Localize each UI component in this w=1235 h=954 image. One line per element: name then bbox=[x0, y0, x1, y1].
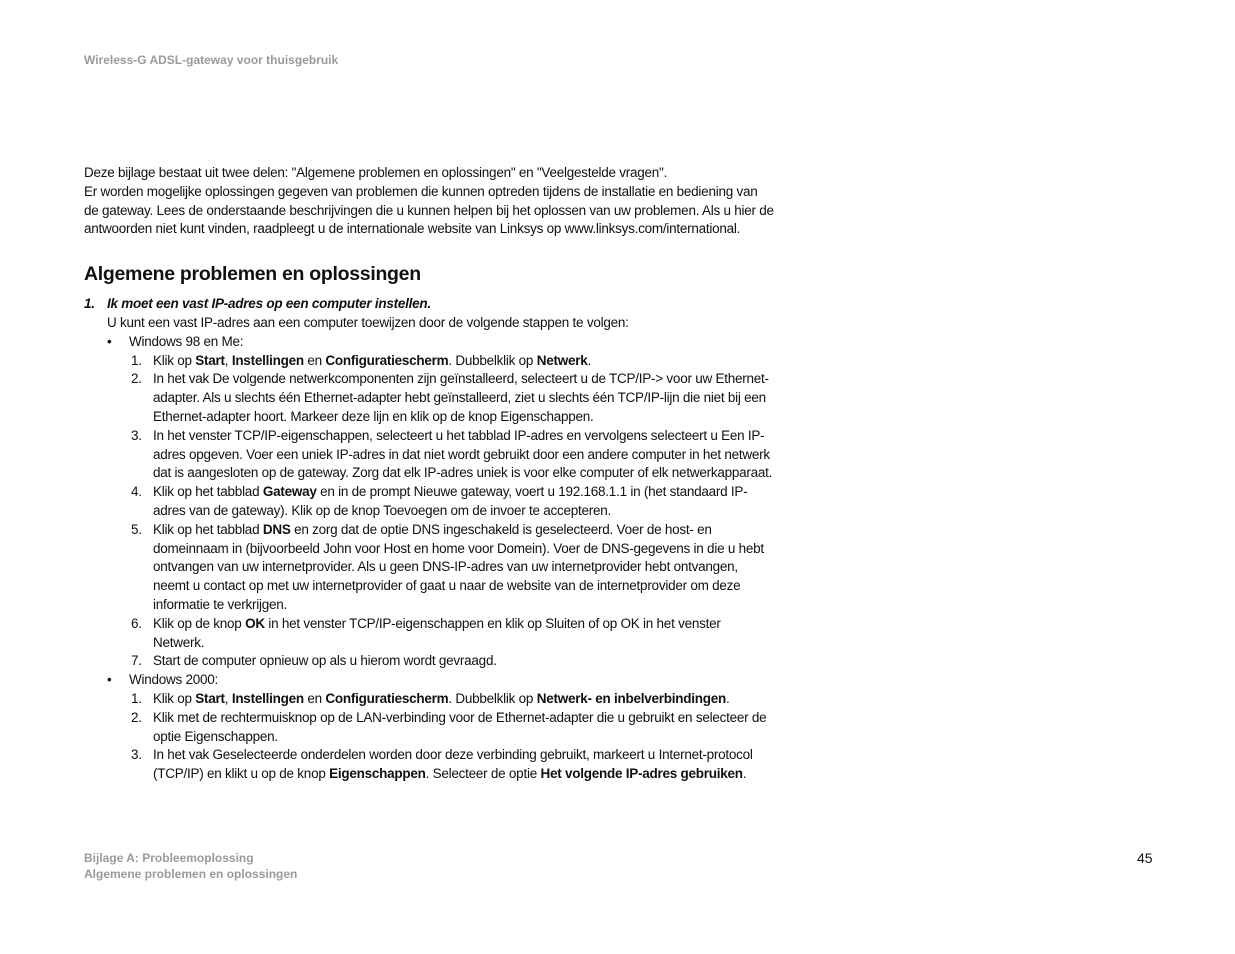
step-number: 5. bbox=[131, 521, 142, 537]
step-emphasis: Start bbox=[195, 690, 225, 706]
step-number: 4. bbox=[131, 484, 142, 500]
numbered-step bbox=[84, 709, 774, 747]
numbered-step bbox=[84, 427, 774, 483]
running-header: Wireless-G ADSL-gateway voor thuisgebruik bbox=[84, 53, 339, 67]
step-text: in het venster TCP/IP-eigenschappen en klik op Sluiten of op OK in het venster Netwerk. bbox=[153, 615, 721, 650]
step-text: . bbox=[587, 352, 591, 368]
footer-chapter: Bijlage A: Probleemoplossing bbox=[84, 851, 254, 865]
step-emphasis: Netwerk- en inbelverbindingen bbox=[536, 690, 726, 706]
bullet-dot: • bbox=[107, 672, 112, 688]
step-emphasis: Instellingen bbox=[231, 352, 304, 368]
step-number: 3. bbox=[131, 747, 142, 763]
step-number: 3. bbox=[131, 427, 142, 443]
step-emphasis: Instellingen bbox=[231, 690, 304, 706]
question-1 bbox=[84, 295, 774, 784]
step-text: Klik op bbox=[153, 352, 196, 368]
question-title-text: Ik moet een vast IP-adres op een computer instellen. bbox=[107, 296, 431, 312]
bullet-item bbox=[84, 333, 774, 352]
bullet-label: Windows 2000: bbox=[129, 672, 219, 688]
bullet-label: Windows 98 en Me: bbox=[129, 333, 244, 349]
numbered-step bbox=[84, 690, 774, 709]
step-emphasis: Configuratiescherm bbox=[325, 352, 449, 368]
step-text: . bbox=[726, 690, 730, 706]
step-text: Klik op het tabblad bbox=[153, 521, 263, 537]
step-emphasis: Configuratiescherm bbox=[325, 690, 449, 706]
step-text: In het vak De volgende netwerkcomponenten zijn geïnstalleerd, selecteert u de TCP/IP-> voor uw Ethernet-adapter. Als u slechts één Ethernet-adapter hebt geïnstalleerd, ziet u slechts één TCP/IP-lijn die niet bij een Ethernet-adapter hoort. Markeer deze lijn en klik op de knop Eigenschappen. bbox=[153, 371, 769, 424]
numbered-step bbox=[84, 521, 774, 615]
numbered-step bbox=[84, 370, 774, 426]
bullet-item bbox=[84, 671, 774, 690]
step-number: 1. bbox=[131, 690, 142, 706]
footer bbox=[84, 850, 297, 882]
step-text: . bbox=[742, 766, 747, 782]
step-text: Klik op het tabblad bbox=[153, 484, 263, 500]
step-text: , bbox=[224, 352, 232, 368]
step-text: en zorg dat de optie DNS ingeschakeld is geselecteerd. Voer de host- en domeinnaam in (bijvoorbeeld John voor Host en home voor Domein). Voer de DNS-gegevens in die u hebt ontvangen van uw internetprovider. Als u geen DNS-IP-adres van uw internetprovider hebt ontvangen, neemt u contact op met uw internetprovider of gaat u naar de website van de internetprovider om deze informatie te verkrijgen. bbox=[153, 521, 764, 612]
step-emphasis: Het volgende IP-adres gebruiken bbox=[540, 766, 743, 782]
intro-line-2: Er worden mogelijke oplossingen gegeven van problemen die kunnen optreden tijdens de installatie en bediening van de gateway. Lees de onderstaande beschrijvingen die u kunnen helpen bij het oplossen van uw problemen. Als u hier de antwoorden niet kunt vinden, raadpleegt u de internationale website van Linksys op www.linksys.com/international. bbox=[84, 183, 774, 237]
question-number: 1. bbox=[84, 296, 95, 312]
numbered-step bbox=[84, 483, 774, 521]
step-text: en bbox=[303, 352, 326, 368]
step-text: , bbox=[224, 690, 232, 706]
page-number: 45 bbox=[1137, 850, 1153, 866]
step-emphasis: DNS bbox=[262, 521, 291, 537]
numbered-step bbox=[84, 615, 774, 653]
numbered-step bbox=[84, 352, 774, 371]
numbered-step bbox=[84, 746, 774, 784]
step-number: 7. bbox=[131, 653, 142, 669]
bullet-dot: • bbox=[107, 333, 112, 349]
step-text: Klik op de knop bbox=[153, 615, 246, 631]
step-text: . Dubbelklik op bbox=[448, 690, 537, 706]
section-heading: Algemene problemen en oplossingen bbox=[84, 263, 421, 286]
instruction-groups bbox=[84, 333, 774, 784]
step-text: . Dubbelklik op bbox=[448, 352, 537, 368]
page-content bbox=[84, 164, 774, 784]
question-body: U kunt een vast IP-adres aan een computer toewijzen door de volgende stappen te volgen: bbox=[107, 314, 629, 330]
step-emphasis: OK bbox=[245, 615, 265, 631]
step-emphasis: Gateway bbox=[262, 484, 317, 500]
step-emphasis: Start bbox=[195, 352, 225, 368]
intro-line-1: Deze bijlage bestaat uit twee delen: "Algemene problemen en oplossingen" en "Veelgestelde vragen". bbox=[84, 165, 668, 180]
step-number: 2. bbox=[131, 709, 142, 725]
step-text: Klik op bbox=[153, 690, 196, 706]
step-emphasis: Netwerk bbox=[536, 352, 588, 368]
step-text: Start de computer opnieuw op als u hierom wordt gevraagd. bbox=[153, 653, 497, 669]
footer-section: Algemene problemen en oplossingen bbox=[84, 867, 298, 881]
step-text: en in de prompt Nieuwe gateway, voert u 192.168.1.1 in (het standaard IP-adres van de gateway). Klik op de knop Toevoegen om de invoer te accepteren. bbox=[153, 484, 748, 518]
step-text: In het venster TCP/IP-eigenschappen, selecteert u het tabblad IP-adres en vervolgens selecteert u Een IP-adres opgeven. Voer een uniek IP-adres in dat niet wordt gebruikt door een andere computer in het netwerk dat is aangesloten op de gateway. Zorg dat elk IP-adres uniek is voor elke computer of elk netwerkapparaat. bbox=[153, 427, 773, 481]
step-text: en bbox=[303, 690, 326, 706]
step-number: 1. bbox=[131, 352, 142, 368]
step-emphasis: Eigenschappen bbox=[329, 766, 426, 782]
step-number: 6. bbox=[131, 615, 142, 631]
step-number: 2. bbox=[131, 371, 142, 387]
intro-paragraph bbox=[84, 164, 774, 239]
step-text: Klik met de rechtermuisknop op de LAN-verbinding voor de Ethernet-adapter die u gebruikt en selecteer de optie Eigenschappen. bbox=[153, 709, 767, 744]
question-title bbox=[84, 295, 774, 314]
step-text: In het vak Geselecteerde onderdelen worden door deze verbinding gebruikt, markeert u Internet-protocol (TCP/IP) en klikt u op de knop bbox=[153, 747, 753, 782]
step-text: . Selecteer de optie bbox=[425, 766, 541, 782]
numbered-step bbox=[84, 652, 774, 671]
